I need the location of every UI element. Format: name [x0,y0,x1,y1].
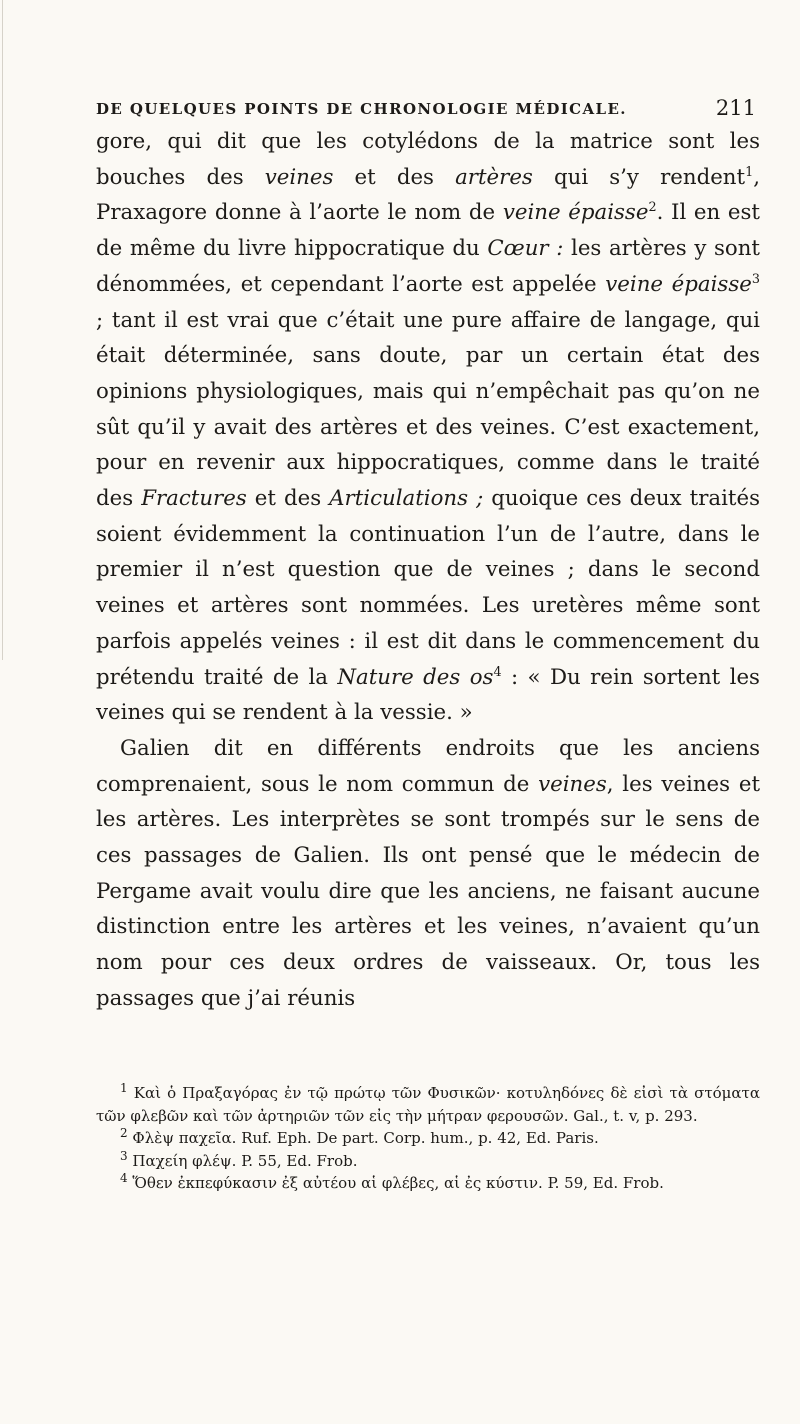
italic-term: Cœur : [487,236,564,262]
text-run: et des [246,486,330,512]
text-run: gore, qui dit que les cotylédons de la matrice sont les bouches des [96,129,760,190]
footnote-4 [96,1172,760,1195]
footnote-marker: 3 [120,1148,128,1163]
footnote-text: Φλὲψ παχεῖα. Ruf. Eph. De part. Corp. hum., p. 42, Ed. Paris. [132,1129,599,1147]
italic-term: veines [264,164,334,190]
page-edge-line [2,0,3,660]
footnote-ref-2: 2 [648,200,657,216]
text-run: , les veines et les artères. Les interprètes se sont trompés sur le sens de ces passages de Galien. Ils ont pensé que le médecin de Pergame avait voulu dire que les anciens, ne faisant aucune distinction entre les artères et les veines, n’avaient qu’un nom pour ces deux ordres de vaisseaux. Or, tous les passages que j’ai réunis [96,771,760,1011]
italic-term: veine épaisse [502,200,649,226]
text-run: les artères y sont dénommées, et cependant l’aorte est appelée [96,236,760,297]
footnote-text: Ὅθεν ἐκπεφύκασιν ἐξ αὐτέου αἱ φλέβες, αἱ ἐς κύστιν. P. 59, Ed. Frob. [132,1174,664,1192]
italic-term: veine épaisse [605,271,752,297]
footnote-ref-1: 1 [745,164,754,180]
footnote-3 [96,1150,760,1173]
running-head: DE QUELQUES POINTS DE CHRONOLOGIE MÉDICALE. [96,100,627,118]
italic-term: artères [455,164,533,190]
text-run: . Il en est de même du livre hippocratique du [96,200,760,262]
text-run: : « Du rein sortent les veines qui se rendent à la vessie. » [96,664,760,726]
body-text [96,124,760,1017]
footnote-marker: 4 [120,1171,128,1185]
text-run: , Praxagore donne à l’aorte le nom de [96,164,760,226]
text-run: quoique ces deux traités soient évidemment la continuation l’un de l’autre, dans le premier il n’est question que de veines ; dans le second veines et artères sont nommées. Les uretères même sont parfois appelés veines : il est dit dans le commencement du prétendu traité de la [96,486,760,690]
italic-term: Fractures [141,486,247,512]
paragraph-1 [96,124,760,731]
text-run: ; tant il est vrai que c’était une pure affaire de langage, qui était déterminée, sans doute, par un certain état des opinions physiologiques, mais qui n’empêchait pas qu’on ne sût qu’il y avait des artères et des veines. C’est exactement, pour en revenir aux hippocratiques, comme dans le traité des [96,307,760,512]
page-header [96,96,756,126]
text-run: Galien dit en différents endroits que les anciens comprenaient, sous le nom commun de [96,735,760,797]
paragraph-2 [96,731,760,1017]
footnote-text: Καὶ ὁ Πραξαγόρας ἐν τῷ πρώτῳ τῶν Φυσικῶν· κοτυληδόνες δὲ εἰσὶ τὰ στόματα τῶν φλεβῶν καὶ τῶν ἀρτηριῶν τῶν εἰς τὴν μήτραν φερουσῶν. Gal., t. v, p. 293. [96,1084,760,1125]
footnote-marker: 2 [120,1126,128,1140]
footnotes [96,1082,760,1195]
text-run: qui s’y rendent [532,164,746,190]
footnote-ref-4: 4 [493,664,502,680]
footnote-1 [96,1082,760,1127]
footnote-text: Παχείη φλέψ. P. 55, Ed. Frob. [132,1151,358,1170]
italic-term: veines [538,771,607,797]
italic-term: Nature des os [337,664,494,690]
page-number: 211 [715,96,756,120]
footnote-ref-3: 3 [751,271,760,287]
footnote-2 [96,1127,760,1150]
footnote-marker: 1 [120,1081,128,1095]
italic-term: Articulations ; [329,486,484,512]
text-run: et des [333,164,456,190]
